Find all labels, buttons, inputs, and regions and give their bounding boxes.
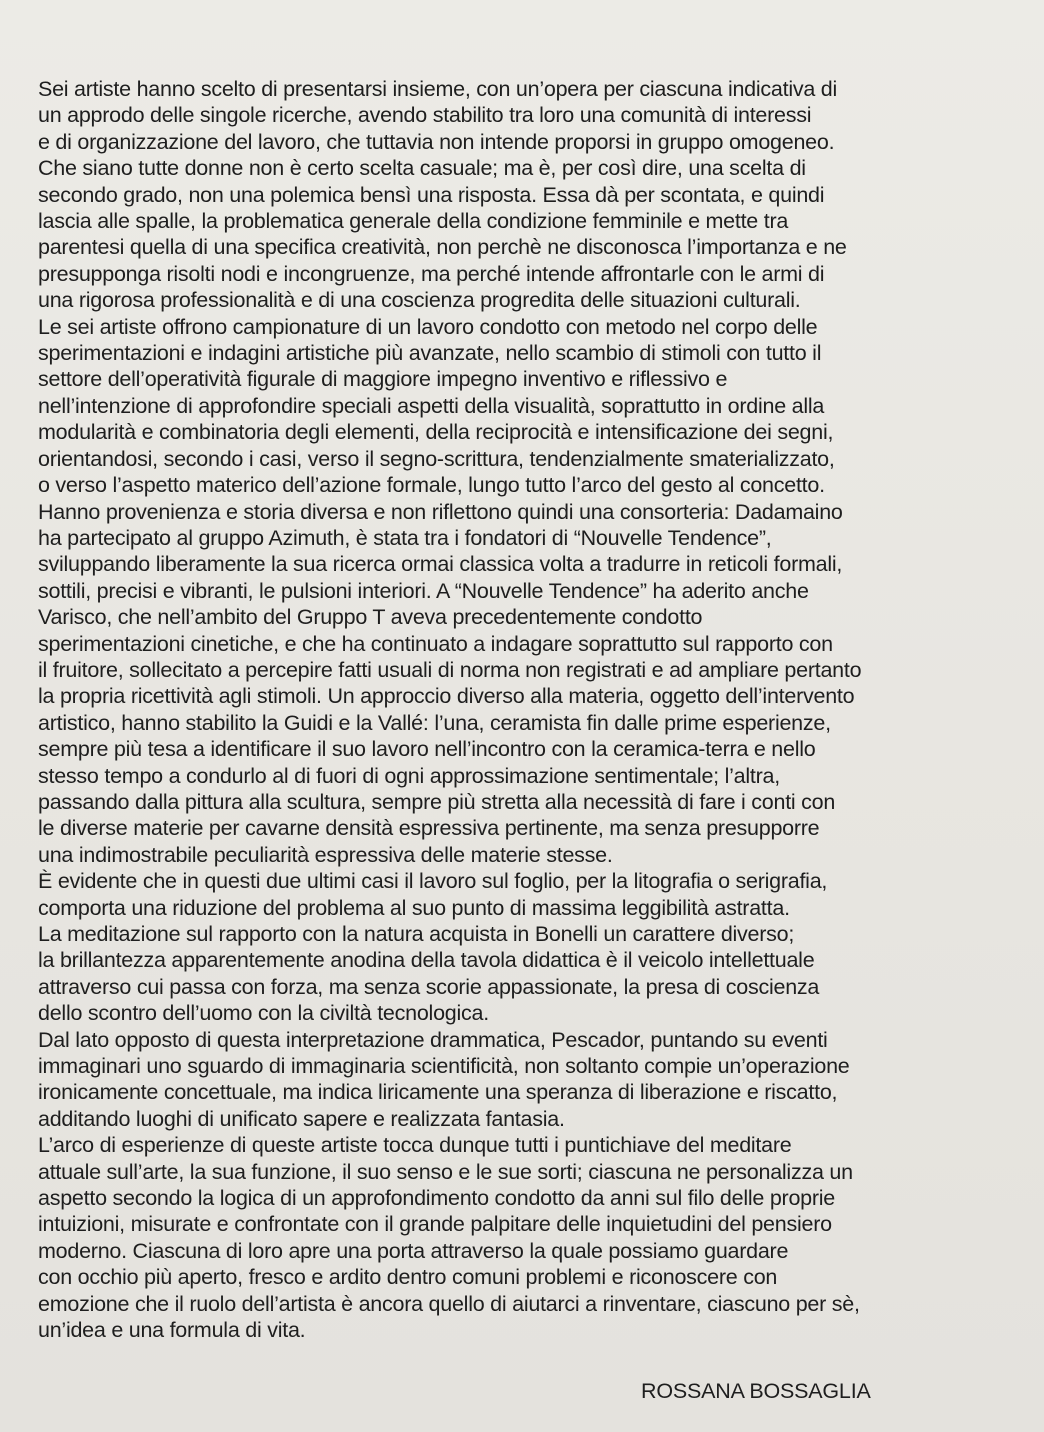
text-line: ironicamente concettuale, ma indica liricamente una speranza di liberazione e riscatto,: [38, 1080, 838, 1105]
text-line: con occhio più aperto, fresco e ardito dentro comuni problemi e riconoscere con: [38, 1265, 778, 1290]
text-line: il fruitore, sollecitato a percepire fatti usuali di norma non registrati e ad ampliare pertanto: [38, 657, 862, 682]
text-line: nell’intenzione di approfondire speciali aspetti della visualità, soprattutto in ordine alla: [38, 393, 825, 418]
text-line: una indimostrabile peculiarità espressiva delle materie stesse.: [38, 842, 613, 867]
text-line: un approdo delle singole ricerche, avendo stabilito tra loro una comunità di interessi: [38, 103, 812, 128]
text-line: additando luoghi di unificato sapere e realizzata fantasia.: [38, 1106, 565, 1131]
text-line: presupponga risolti nodi e incongruenze, ma perché intende affrontarle con le armi di: [38, 261, 825, 286]
text-line: o verso l’aspetto materico dell’azione formale, lungo tutto l’arco del gesto al concetto.: [38, 473, 825, 498]
text-line: e di organizzazione del lavoro, che tuttavia non intende proporsi in gruppo omogeneo.: [38, 129, 835, 154]
text-line: la brillantezza apparentemente anodina della tavola didattica è il veicolo intellettuale: [38, 948, 815, 973]
text-line: sperimentazioni e indagini artistiche più avanzate, nello scambio di stimoli con tutto il: [38, 341, 822, 366]
text-line: artistico, hanno stabilito la Guidi e la Vallé: l’una, ceramista fin dalle prime esperienze,: [38, 710, 831, 735]
text-line: stesso tempo a condurlo al di fuori di ogni approssimazione sentimentale; l’altra,: [38, 763, 780, 788]
text-line: la propria ricettività agli stimoli. Un approccio diverso alla materia, oggetto dell’intervento: [38, 684, 855, 709]
text-line: Dal lato opposto di questa interpretazione drammatica, Pescador, puntando su eventi: [38, 1027, 828, 1052]
text-line: sperimentazioni cinetiche, e che ha continuato a indagare soprattutto sul rapporto con: [38, 631, 833, 656]
text-line: intuizioni, misurate e confrontate con il grande palpitare delle inquietudini del pensiero: [38, 1212, 832, 1237]
text-line: passando dalla pittura alla scultura, sempre più stretta alla necessità di fare i conti con: [38, 789, 836, 814]
text-line: emozione che il ruolo dell’artista è ancora quello di aiutarci a rinventare, ciascuno per sè,: [38, 1291, 860, 1316]
text-line: attuale sull’arte, la sua funzione, il suo senso e le sue sorti; ciascuna ne personalizza un: [38, 1159, 853, 1184]
text-line: Che siano tutte donne non è certo scelta casuale; ma è, per così dire, una scelta di: [38, 156, 806, 181]
essay-body-text: [38, 76, 1028, 1344]
text-line: dello scontro dell’uomo con la civiltà tecnologica.: [38, 1001, 489, 1026]
text-line: Hanno provenienza e storia diversa e non riflettono quindi una consorteria: Dadamaino: [38, 499, 843, 524]
text-line: comporta una riduzione del problema al suo punto di massima leggibilità astratta.: [38, 895, 790, 920]
text-line: settore dell’operatività figurale di maggiore impegno inventivo e riflessivo e: [38, 367, 728, 392]
text-line: La meditazione sul rapporto con la natura acquista in Bonelli un carattere diverso;: [38, 922, 795, 946]
text-line: orientandosi, secondo i casi, verso il segno-scrittura, tendenzialmente smaterializzato,: [38, 446, 835, 471]
text-line: aspetto secondo la logica di un approfondimento condotto da anni sul filo delle proprie: [38, 1186, 836, 1211]
text-line: un’idea e una formula di vita.: [38, 1318, 306, 1343]
text-line: moderno. Ciascuna di loro apre una porta attraverso la quale possiamo guardare: [38, 1238, 789, 1263]
text-line: sottili, precisi e vibranti, le pulsioni interiori. A “Nouvelle Tendence” ha aderito anche: [38, 578, 809, 603]
author-signature: ROSSANA BOSSAGLIA: [641, 1379, 871, 1403]
text-line: attraverso cui passa con forza, ma senza scorie appassionate, la presa di coscienza: [38, 974, 820, 999]
text-line: secondo grado, non una polemica bensì una risposta. Essa dà per scontata, e quindi: [38, 182, 825, 207]
text-line: Le sei artiste offrono campionature di un lavoro condotto con metodo nel corpo delle: [38, 314, 818, 339]
text-line: immaginari uno sguardo di immaginaria scientificità, non soltanto compie un’operazione: [38, 1054, 850, 1079]
text-line: sempre più tesa a identificare il suo lavoro nell’incontro con la ceramica-terra e nello: [38, 737, 816, 762]
text-line: modularità e combinatoria degli elementi, della reciprocità e intensificazione dei segni,: [38, 420, 834, 445]
text-line: lascia alle spalle, la problematica generale della condizione femminile e mette tra: [38, 209, 789, 234]
text-line: ha partecipato al gruppo Azimuth, è stata tra i fondatori di “Nouvelle Tendence”,: [38, 525, 772, 550]
text-line: una rigorosa professionalità e di una coscienza progredita delle situazioni culturali.: [38, 288, 801, 313]
text-line: parentesi quella di una specifica creatività, non perchè ne disconosca l’importanza e ne: [38, 235, 847, 260]
text-line: le diverse materie per cavarne densità espressiva pertinente, ma senza presupporre: [38, 816, 820, 841]
text-line: Varisco, che nell’ambito del Gruppo T aveva precedentemente condotto: [38, 605, 703, 630]
text-line: L’arco di esperienze di queste artiste tocca dunque tutti i puntichiave del meditare: [38, 1133, 792, 1158]
text-line: Sei artiste hanno scelto di presentarsi insieme, con un’opera per ciascuna indicativa di: [38, 77, 838, 101]
text-line: È evidente che in questi due ultimi casi il lavoro sul foglio, per la litografia o serigrafia,: [38, 869, 828, 894]
text-line: sviluppando liberamente la sua ricerca ormai classica volta a tradurre in reticoli formali,: [38, 552, 843, 577]
